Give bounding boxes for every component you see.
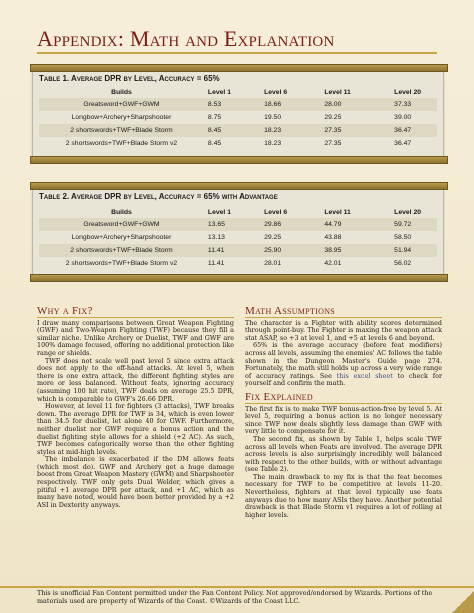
table-cell: 51.94 (388, 244, 437, 257)
table-cell: 58.50 (394, 234, 412, 241)
table1-header: Level 6 (264, 88, 288, 96)
table2-header: Level 11 (324, 208, 351, 216)
page-corner-decoration (452, 591, 474, 613)
table-cell: 18.23 (264, 140, 282, 147)
table-cell: 56.02 (394, 260, 412, 267)
table2-header: Level 1 (207, 208, 231, 216)
table-cell: 18.66 (264, 98, 318, 111)
right-column (245, 305, 442, 519)
table2-box (32, 186, 444, 278)
table-row (39, 257, 437, 270)
paragraph: The imbalance is exacerbated if the DM allows feats (which most do). GWF and Archery get a huge damage boost from Great Weapon Mastery (GWM) and Sharpshooter respectively. TWF only gets Dual Welder, which gives a pitiful +1 average DPR per attack, and +1 AC, which as many have noted, would have been better provided by a +2 ASI in Dexterity anyways. (37, 455, 235, 509)
paragraph: TWF does not scale well past level 5 since extra attack does not apply to the off-hand attacks. At level 5, when there is one extra attack, the different fighting styles are more or less balanced. Without feats, ignoring accuracy (assuming 100 hit rate), TWF deals on average 25.5 DPR, which is comparable to GWF's 26.66 DPR. (37, 356, 234, 403)
table-cell: 59.72 (388, 218, 437, 231)
table1 (39, 86, 437, 150)
table-cell: 2 shortswords+TWF+Blade Storm (39, 124, 204, 137)
table-cell: Greatsword+GWF+GWM (39, 218, 204, 231)
table-cell: 27.35 (318, 124, 388, 137)
title-divider (37, 52, 437, 54)
table-row (39, 218, 437, 231)
math-assumptions-heading: Math Assumptions (245, 308, 442, 318)
paragraph: The main drawback to my fix is that the feat becomes necessary for TWF to be competitive at levels 11-20. Nevertheless, fighters at that level typically use feats anyways due to how many ASIs they have. Another potential drawback is that Blade Storm v1 requires a lot of rolling at higher levels. (245, 472, 442, 519)
page-title: Appendix: Math and Explanation (37, 26, 335, 51)
table2-caption: Table 2. Average DPR by Level, Accuracy = 65% with Advantage (39, 192, 278, 201)
table-row (39, 244, 437, 257)
table-cell: 28.01 (264, 260, 282, 267)
table2-header: Builds (111, 208, 132, 216)
fix-explained-heading: Fix Explained (245, 394, 442, 404)
table-cell: 38.95 (318, 244, 388, 257)
table-cell: 11.41 (207, 260, 225, 267)
table-cell: 28.00 (318, 98, 388, 111)
table-row (39, 124, 437, 137)
table-cell: 44.79 (318, 218, 388, 231)
table-row (39, 137, 437, 150)
table-cell: 29.25 (264, 234, 282, 241)
table2-top-bar (30, 182, 448, 190)
left-column (37, 305, 235, 509)
table-row (39, 98, 437, 111)
table1-bottom-bar (30, 156, 448, 164)
footer-legal-text: This is unofficial Fan Content permitted under the Fan Content Policy. Not approved/endorsed by Wizards. Portions of the materials used are property of Wizards of the Coast. ©Wizards of the Coast LLC. (37, 589, 433, 605)
paragraph (245, 342, 442, 388)
table2-header: Level 6 (264, 208, 288, 216)
paragraph-text: 65% is the average accuracy (before feat modifiers) across all levels, assuming the enemies' AC follows the table shown in the Dungeon Master's Guide page 274. Fortunately, the math still holds up across a very wide range of accuracy ratings. See (245, 341, 442, 380)
paragraph: However, at level 11 for fighters (3 attacks), TWF breaks down. The average DPR for TWF is 34, which is even lower than 34.5 for duelist, let alone 40 for GWF. Furthermore, neither duelist nor GWF require a bonus action and the duelist fighting style allows for a shield (+2 AC). As such, TWF becomes categorically worse than the other fighting styles at mid-high levels. (37, 402, 234, 456)
table-cell: 43.88 (324, 234, 342, 241)
table-cell: Longbow+Archery+Sharpshooter (71, 234, 172, 241)
table1-header: Builds (111, 88, 132, 96)
table-cell: 19.50 (264, 114, 282, 121)
table-cell: 18.23 (264, 124, 318, 137)
footer-divider (0, 586, 474, 588)
table-cell: 39.00 (394, 114, 412, 121)
table-cell: 2 shortswords+TWF+Blade Storm v2 (65, 260, 178, 267)
table2-header-row (39, 206, 437, 218)
table-cell: 2 shortswords+TWF+Blade Storm v2 (65, 140, 178, 147)
table-cell: 8.45 (207, 140, 222, 147)
table-cell: 8.75 (207, 114, 222, 121)
table-cell: Longbow+Archery+Sharpshooter (71, 114, 172, 121)
table-cell: 27.35 (324, 140, 342, 147)
paragraph-text: to check for yourself and confirm the math. (245, 371, 442, 388)
table1-header: Level 20 (394, 88, 422, 96)
table-cell: Greatsword+GWF+GWM (39, 98, 204, 111)
table-cell: 42.01 (324, 260, 342, 267)
table-cell: 25.90 (264, 244, 318, 257)
table2-bottom-bar (30, 274, 448, 282)
paragraph: The first fix is to make TWF bonus-action-free by level 5. At level 5, requiring a bonus action is no longer necessary since TWF now deals slightly less damage than GWF with very little to compensate for it. (245, 404, 442, 436)
table-cell: 13.13 (207, 234, 225, 241)
table2 (39, 206, 437, 270)
paragraph: The character is a Fighter with ability scores determined through point-buy. The Fighter is maxing the weapon attack stat ASAP, so +3 at level 1, and +5 at levels 6 and beyond. (245, 318, 442, 342)
table-cell: 37.33 (388, 98, 437, 111)
table-cell: 13.65 (204, 218, 264, 231)
table-cell: 11.41 (204, 244, 264, 257)
table-row (39, 231, 437, 244)
table-cell: 29.25 (324, 114, 342, 121)
table-cell: 2 shortswords+TWF+Blade Storm (39, 244, 204, 257)
table1-header: Level 1 (207, 88, 231, 96)
excel-sheet-link[interactable]: this excel sheet (336, 371, 393, 380)
table-cell: 29.86 (264, 218, 318, 231)
why-a-fix-heading: Why a Fix? (37, 308, 234, 318)
table1-box (32, 68, 444, 160)
table1-caption: Table 1. Average DPR by Level, Accuracy = 65% (39, 74, 220, 83)
table1-header-row (39, 86, 437, 98)
table-cell: 8.53 (204, 98, 264, 111)
table1-top-bar (30, 64, 448, 72)
table-cell: 36.47 (394, 140, 412, 147)
table-cell: 8.45 (204, 124, 264, 137)
table-row (39, 111, 437, 124)
table1-header: Level 11 (324, 88, 351, 96)
table2-header: Level 20 (394, 208, 422, 216)
paragraph: I draw many comparisons between Great Weapon Fighting (GWF) and Two-Weapon Fighting (TWF) because they fill a similar niche. Unlike Archery or Duelist, TWF and GWF are 100% damage focused, offering no additional protection like range or shields. (37, 318, 234, 357)
table-cell: 36.47 (388, 124, 437, 137)
paragraph: The second fix, as shown by Table 1, helps scale TWF across all levels when Feats are involved. The average DPR across levels is also surprisingly incredibly well balanced with respect to the other builds, with or without advantage (see Table 2). (245, 434, 442, 474)
